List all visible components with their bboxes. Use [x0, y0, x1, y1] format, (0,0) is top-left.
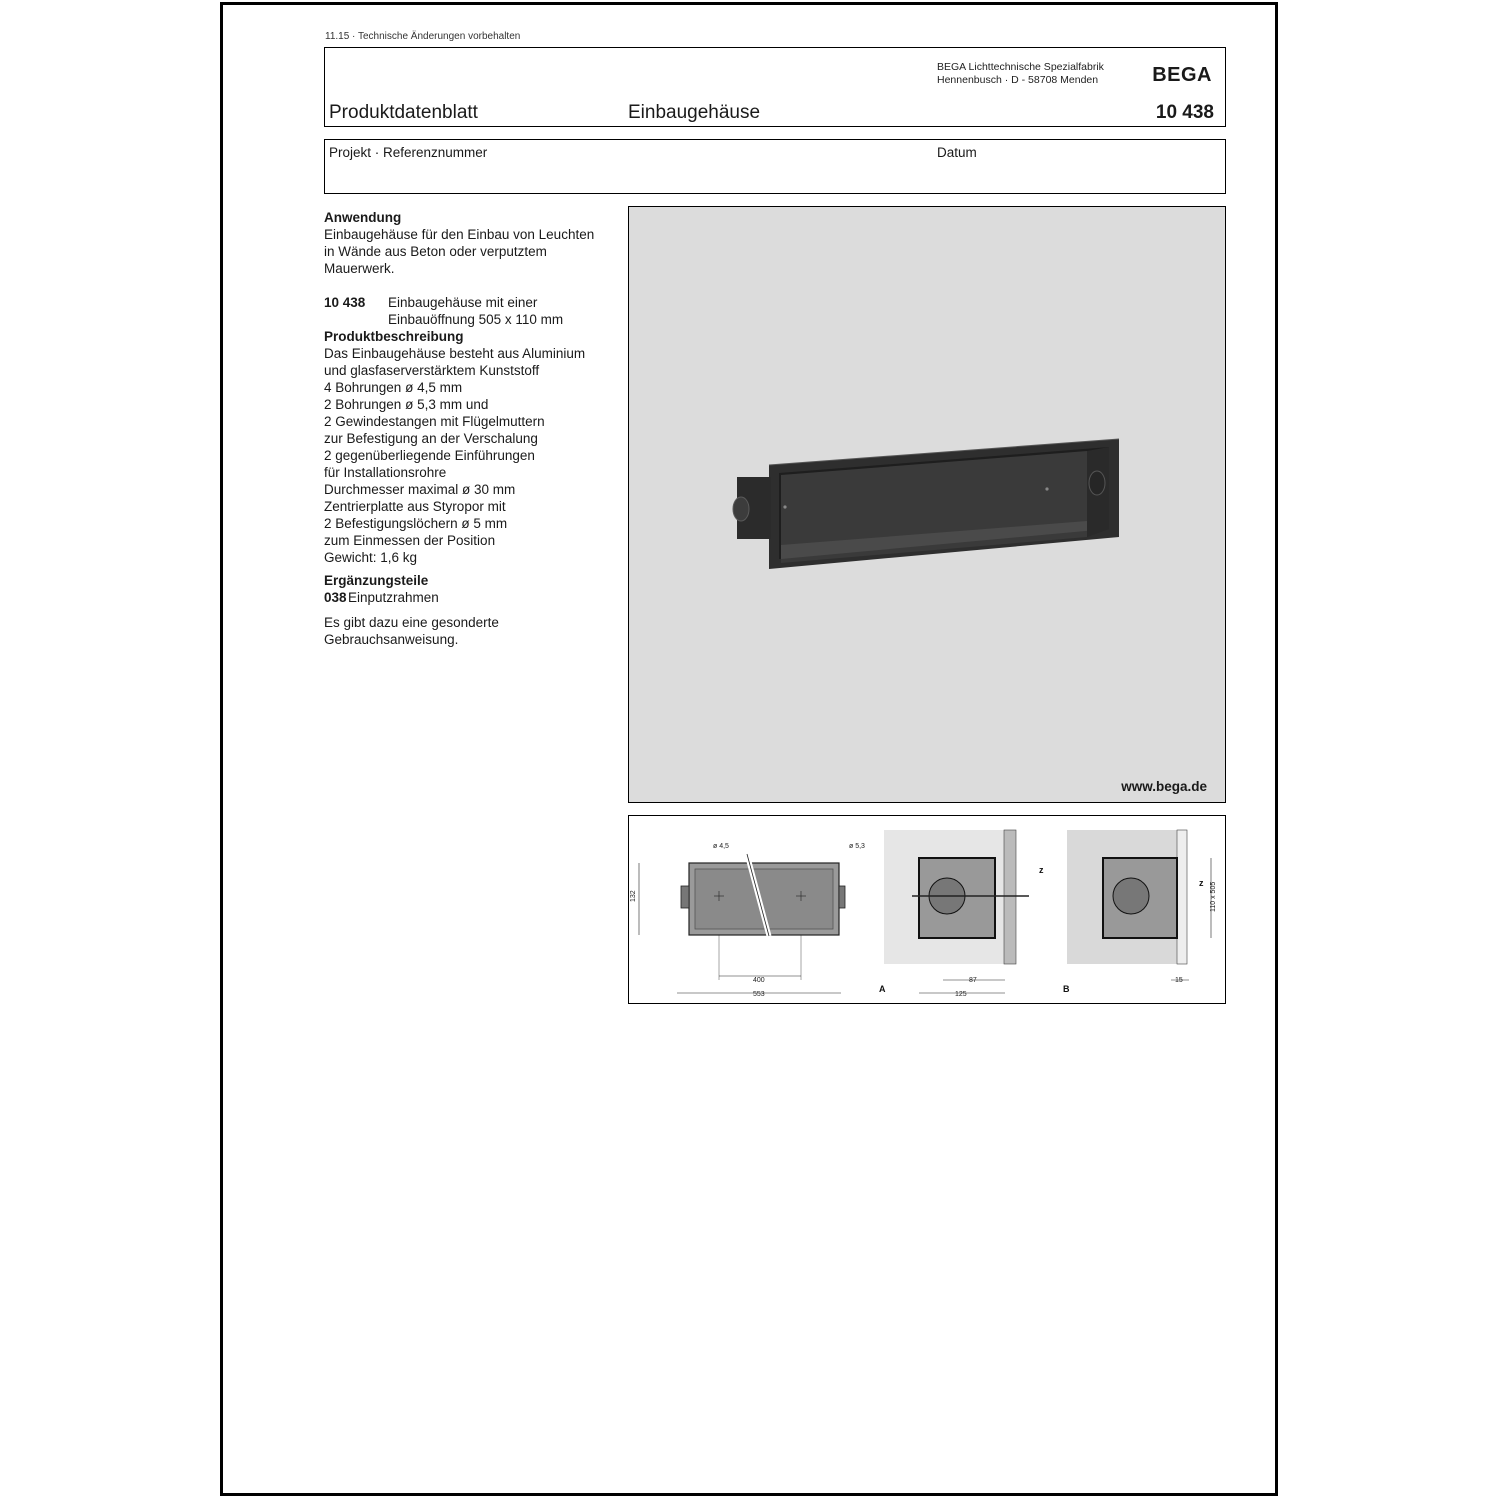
variant-line: Einbauöffnung 505 x 110 mm	[388, 312, 564, 327]
dimension-drawings	[629, 816, 1225, 1003]
description-line: 2 Bohrungen ø 5,3 mm und	[324, 397, 489, 412]
section-a-formwork	[1004, 830, 1016, 964]
section-b-conduit	[1113, 878, 1149, 914]
technical-drawing	[628, 815, 1226, 1004]
produktbeschreibung-heading: Produktbeschreibung	[324, 329, 464, 344]
dim-width: 553	[753, 991, 765, 998]
brand-logo: BEGA	[1152, 64, 1212, 86]
section-b-z-label: z	[1199, 878, 1204, 888]
description-column	[324, 209, 614, 648]
datasheet-page	[220, 2, 1278, 1496]
section-b-label: B	[1063, 984, 1070, 994]
accessory-row	[324, 589, 614, 606]
product-number: 10 438	[1155, 102, 1214, 123]
description-line: Gewicht: 1,6 kg	[324, 550, 418, 565]
mounting-hole	[783, 505, 786, 508]
revision-note: 11.15 · Technische Änderungen vorbehalten	[325, 31, 521, 42]
dim-87: 87	[969, 977, 977, 984]
website-link[interactable]: www.bega.de	[1121, 779, 1207, 794]
dim-15: 15	[1175, 977, 1183, 984]
date-label: Datum	[937, 145, 977, 160]
project-label: Projekt · Referenznummer	[329, 145, 488, 160]
accessory-label: Einputzrahmen	[348, 590, 439, 605]
dim-diameter-large: ø 5,3	[849, 843, 865, 850]
variant-number: 10 438	[324, 295, 366, 310]
dim-diameter-small: ø 4,5	[713, 843, 729, 850]
accessory-number: 038	[324, 590, 347, 605]
description-line: 4 Bohrungen ø 4,5 mm	[324, 380, 463, 395]
note-line: Gebrauchsanweisung.	[324, 632, 459, 647]
description-line: zum Einmessen der Position	[324, 533, 496, 548]
dim-125: 125	[955, 991, 967, 998]
conduit-entry-left-ring	[733, 497, 749, 521]
company-line-2: Hennenbusch · D - 58708 Menden	[937, 74, 1099, 86]
section-a-z-label: z	[1039, 865, 1044, 875]
company-address	[937, 61, 1104, 87]
product-name: Einbaugehäuse	[628, 102, 761, 123]
dim-opening: 110 x 505	[1210, 881, 1217, 912]
ergaenzungsteile-heading: Ergänzungsteile	[324, 573, 429, 588]
description-line: für Installationsrohre	[324, 465, 447, 480]
variant-row	[324, 294, 614, 328]
conduit-entry-right	[1089, 471, 1105, 495]
section-b-plaster	[1177, 830, 1187, 964]
description-line: 2 Gewindestangen mit Flügelmuttern	[324, 414, 545, 429]
anwendung-line: Mauerwerk.	[324, 261, 395, 276]
document-title: Produktdatenblatt	[329, 102, 478, 123]
dim-hole-spacing: 400	[753, 977, 765, 984]
description-line: Zentrierplatte aus Styropor mit	[324, 499, 506, 514]
mounting-hole	[1045, 487, 1048, 490]
housing-illustration	[629, 207, 1225, 802]
description-line: Durchmesser maximal ø 30 mm	[324, 482, 516, 497]
section-a-label: A	[879, 984, 886, 994]
front-view-conduit-left	[681, 886, 689, 908]
product-photo	[628, 206, 1226, 803]
anwendung-heading: Anwendung	[324, 210, 402, 225]
description-line: Das Einbaugehäuse besteht aus Aluminium	[324, 346, 586, 361]
description-line: zur Befestigung an der Verschalung	[324, 431, 538, 446]
note-line: Es gibt dazu eine gesonderte	[324, 615, 499, 630]
description-line: 2 Befestigungslöchern ø 5 mm	[324, 516, 508, 531]
variant-line: Einbaugehäuse mit einer	[388, 295, 538, 310]
header-box	[324, 47, 1226, 127]
anwendung-line: Einbaugehäuse für den Einbau von Leuchten	[324, 227, 595, 242]
description-line: und glasfaserverstärktem Kunststoff	[324, 363, 540, 378]
company-line-1: BEGA Lichttechnische Spezialfabrik	[937, 61, 1104, 73]
project-box	[324, 139, 1226, 194]
description-line: 2 gegenüberliegende Einführungen	[324, 448, 535, 463]
dim-height: 132	[630, 890, 637, 902]
front-view-conduit-right	[839, 886, 845, 908]
anwendung-line: in Wände aus Beton oder verputztem	[324, 244, 547, 259]
